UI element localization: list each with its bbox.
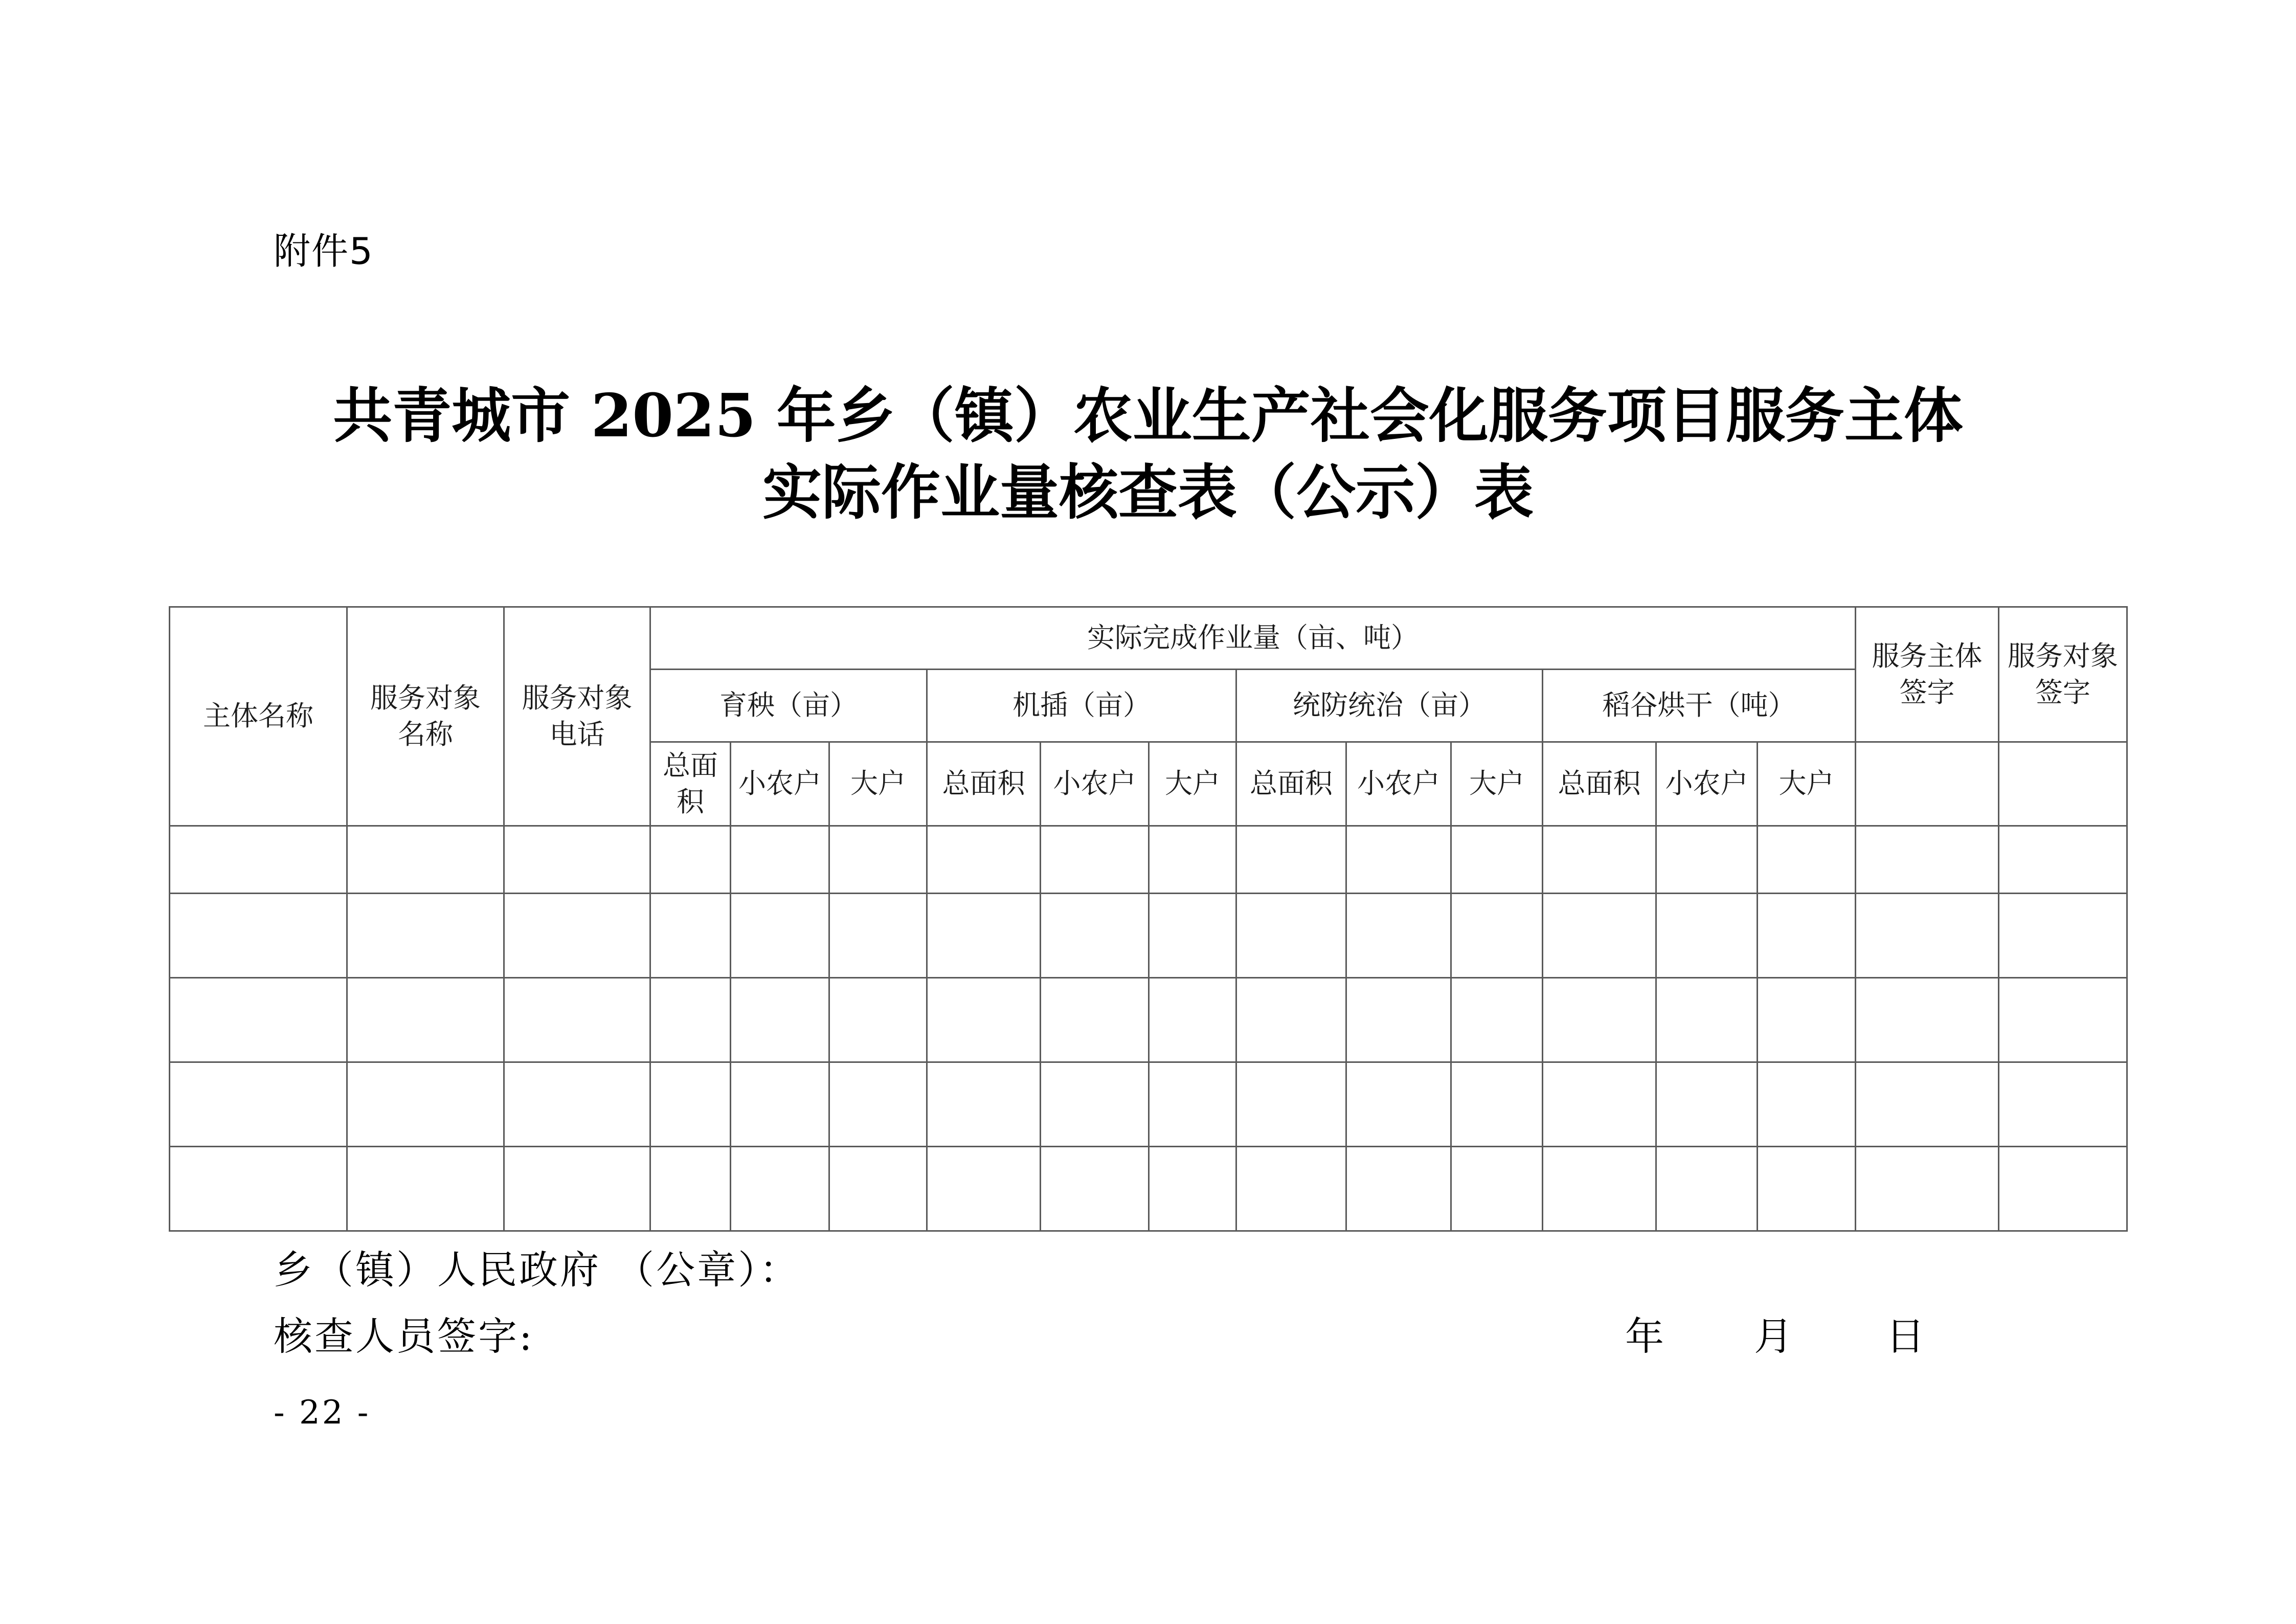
sub-smallholder: 小农户 <box>1346 742 1451 826</box>
table-cell[interactable] <box>170 1062 347 1147</box>
table-cell[interactable] <box>1999 894 2127 978</box>
table-cell[interactable] <box>1236 1147 1346 1231</box>
table-row <box>170 978 2127 1062</box>
header-group-grain-drying: 稻谷烘干（吨） <box>1543 670 1856 742</box>
header-client-name <box>347 607 504 826</box>
attachment-label: 附件5 <box>274 230 374 273</box>
table-cell[interactable] <box>731 978 829 1062</box>
table-cell[interactable] <box>731 1147 829 1231</box>
table-cell[interactable] <box>1149 826 1236 894</box>
table-cell[interactable] <box>1346 978 1451 1062</box>
header-group-pest-control: 统防统治（亩） <box>1236 670 1543 742</box>
sub-large-holder: 大户 <box>829 742 927 826</box>
table-cell[interactable] <box>1149 1062 1236 1147</box>
sub-smallholder: 小农户 <box>1041 742 1149 826</box>
table-cell[interactable] <box>170 1147 347 1231</box>
page-number: - 22 - <box>274 1394 371 1432</box>
table-cell[interactable] <box>1346 826 1451 894</box>
header-client-name-text: 服务对象名称 <box>370 682 481 750</box>
table-cell[interactable] <box>927 978 1041 1062</box>
table-row <box>170 1147 2127 1231</box>
table-cell[interactable] <box>1041 1062 1149 1147</box>
table-cell[interactable] <box>1758 1062 1856 1147</box>
table-cell[interactable] <box>1236 894 1346 978</box>
table-cell[interactable] <box>504 978 650 1062</box>
table-cell[interactable] <box>1656 1062 1758 1147</box>
document-title-line-2: 实际作业量核查表（公示）表 <box>762 458 1534 527</box>
table-cell[interactable] <box>829 894 927 978</box>
table-cell[interactable] <box>1543 894 1656 978</box>
table-cell[interactable] <box>1656 826 1758 894</box>
table-cell[interactable] <box>927 1147 1041 1231</box>
header-client-signature-text: 服务对象签字 <box>2008 640 2118 708</box>
table-cell[interactable] <box>1656 894 1758 978</box>
table-cell[interactable] <box>1346 1147 1451 1231</box>
sub-total-area: 总面积 <box>1236 742 1346 826</box>
table-row <box>170 826 2127 894</box>
header-entity-signature <box>1856 607 1999 742</box>
table-cell[interactable] <box>1856 1062 1999 1147</box>
table-cell[interactable] <box>347 1147 504 1231</box>
sub-total-area-text: 总面积 <box>663 749 718 818</box>
table-cell[interactable] <box>650 1147 731 1231</box>
table-cell[interactable] <box>731 826 829 894</box>
table-cell[interactable] <box>1758 894 1856 978</box>
sub-large-holder: 大户 <box>1451 742 1543 826</box>
sub-smallholder: 小农户 <box>1656 742 1758 826</box>
client-signature-blank <box>1999 742 2127 826</box>
table-cell[interactable] <box>1856 1147 1999 1231</box>
table-cell[interactable] <box>1236 826 1346 894</box>
stamp-label: 乡（镇）人民政府 （公章）： <box>274 1247 801 1293</box>
sub-large-holder: 大户 <box>1149 742 1236 826</box>
table-cell[interactable] <box>1543 1062 1656 1147</box>
table-cell[interactable] <box>504 894 650 978</box>
table-row <box>170 894 2127 978</box>
table-cell[interactable] <box>650 1062 731 1147</box>
table-cell[interactable] <box>650 826 731 894</box>
table-cell[interactable] <box>1543 826 1656 894</box>
table-cell[interactable] <box>829 1062 927 1147</box>
table-cell[interactable] <box>1758 978 1856 1062</box>
blank-rows <box>170 826 2127 1231</box>
table-cell[interactable] <box>829 978 927 1062</box>
table-cell[interactable] <box>1041 1147 1149 1231</box>
table-cell[interactable] <box>1451 826 1543 894</box>
table-cell[interactable] <box>1451 978 1543 1062</box>
table-cell[interactable] <box>1758 1147 1856 1231</box>
table-cell[interactable] <box>1149 1147 1236 1231</box>
table-cell[interactable] <box>1451 1062 1543 1147</box>
table-cell[interactable] <box>1999 1062 2127 1147</box>
sub-total-area <box>650 742 731 826</box>
table-row <box>170 1062 2127 1147</box>
table-cell[interactable] <box>731 894 829 978</box>
sub-large-holder: 大户 <box>1758 742 1856 826</box>
table-cell[interactable] <box>1543 1147 1656 1231</box>
table-cell[interactable] <box>170 978 347 1062</box>
table-cell[interactable] <box>927 894 1041 978</box>
sub-total-area: 总面积 <box>927 742 1041 826</box>
table-cell[interactable] <box>1758 826 1856 894</box>
table-cell[interactable] <box>1346 894 1451 978</box>
table-cell[interactable] <box>1999 1147 2127 1231</box>
table-cell[interactable] <box>170 894 347 978</box>
table-cell[interactable] <box>829 826 927 894</box>
header-group-transplant: 机插（亩） <box>927 670 1236 742</box>
table-cell[interactable] <box>1856 978 1999 1062</box>
sub-smallholder: 小农户 <box>731 742 829 826</box>
table-cell[interactable] <box>1656 1147 1758 1231</box>
table-cell[interactable] <box>1999 826 2127 894</box>
table-cell[interactable] <box>1543 978 1656 1062</box>
header-group-seedling: 育秧（亩） <box>650 670 927 742</box>
table-cell[interactable] <box>1856 894 1999 978</box>
table-cell[interactable] <box>927 826 1041 894</box>
month-label: 月 <box>1754 1314 1795 1359</box>
table-cell[interactable] <box>731 1062 829 1147</box>
year-label: 年 <box>1625 1314 1666 1359</box>
table-cell[interactable] <box>1451 894 1543 978</box>
table-cell[interactable] <box>1451 1147 1543 1231</box>
header-actual-volume: 实际完成作业量（亩、吨） <box>650 607 1856 670</box>
header-client-phone <box>504 607 650 826</box>
table-cell[interactable] <box>504 1062 650 1147</box>
table-cell[interactable] <box>927 1062 1041 1147</box>
day-label: 日 <box>1886 1314 1927 1359</box>
table-cell[interactable] <box>170 826 347 894</box>
table-cell[interactable] <box>829 1147 927 1231</box>
table-cell[interactable] <box>347 1062 504 1147</box>
document-title-line-1: 共青城市 2025 年乡（镇）农业生产社会化服务项目服务主体 <box>333 381 1963 451</box>
checker-signature-label: 核查人员签字: <box>274 1314 534 1359</box>
table-cell[interactable] <box>347 894 504 978</box>
table-cell[interactable] <box>1236 978 1346 1062</box>
header-row-1 <box>170 607 2127 670</box>
table-cell[interactable] <box>347 978 504 1062</box>
table-cell[interactable] <box>1041 894 1149 978</box>
table-cell[interactable] <box>504 1147 650 1231</box>
header-client-phone-text: 服务对象电话 <box>522 682 633 750</box>
table-cell[interactable] <box>1149 978 1236 1062</box>
table-cell[interactable] <box>1656 978 1758 1062</box>
table-cell[interactable] <box>1149 894 1236 978</box>
table-cell[interactable] <box>1236 1062 1346 1147</box>
header-entity-signature-text: 服务主体签字 <box>1872 640 1983 708</box>
header-entity-name: 主体名称 <box>170 607 347 826</box>
table-cell[interactable] <box>504 826 650 894</box>
header-client-signature <box>1999 607 2127 742</box>
table-cell[interactable] <box>1041 978 1149 1062</box>
table-cell[interactable] <box>650 894 731 978</box>
table-cell[interactable] <box>1346 1062 1451 1147</box>
table-cell[interactable] <box>347 826 504 894</box>
table-cell[interactable] <box>1856 826 1999 894</box>
table-cell[interactable] <box>1041 826 1149 894</box>
verification-table <box>169 606 2128 1232</box>
entity-signature-blank <box>1856 742 1999 826</box>
sub-total-area: 总面积 <box>1543 742 1656 826</box>
table-cell[interactable] <box>650 978 731 1062</box>
table-cell[interactable] <box>1999 978 2127 1062</box>
